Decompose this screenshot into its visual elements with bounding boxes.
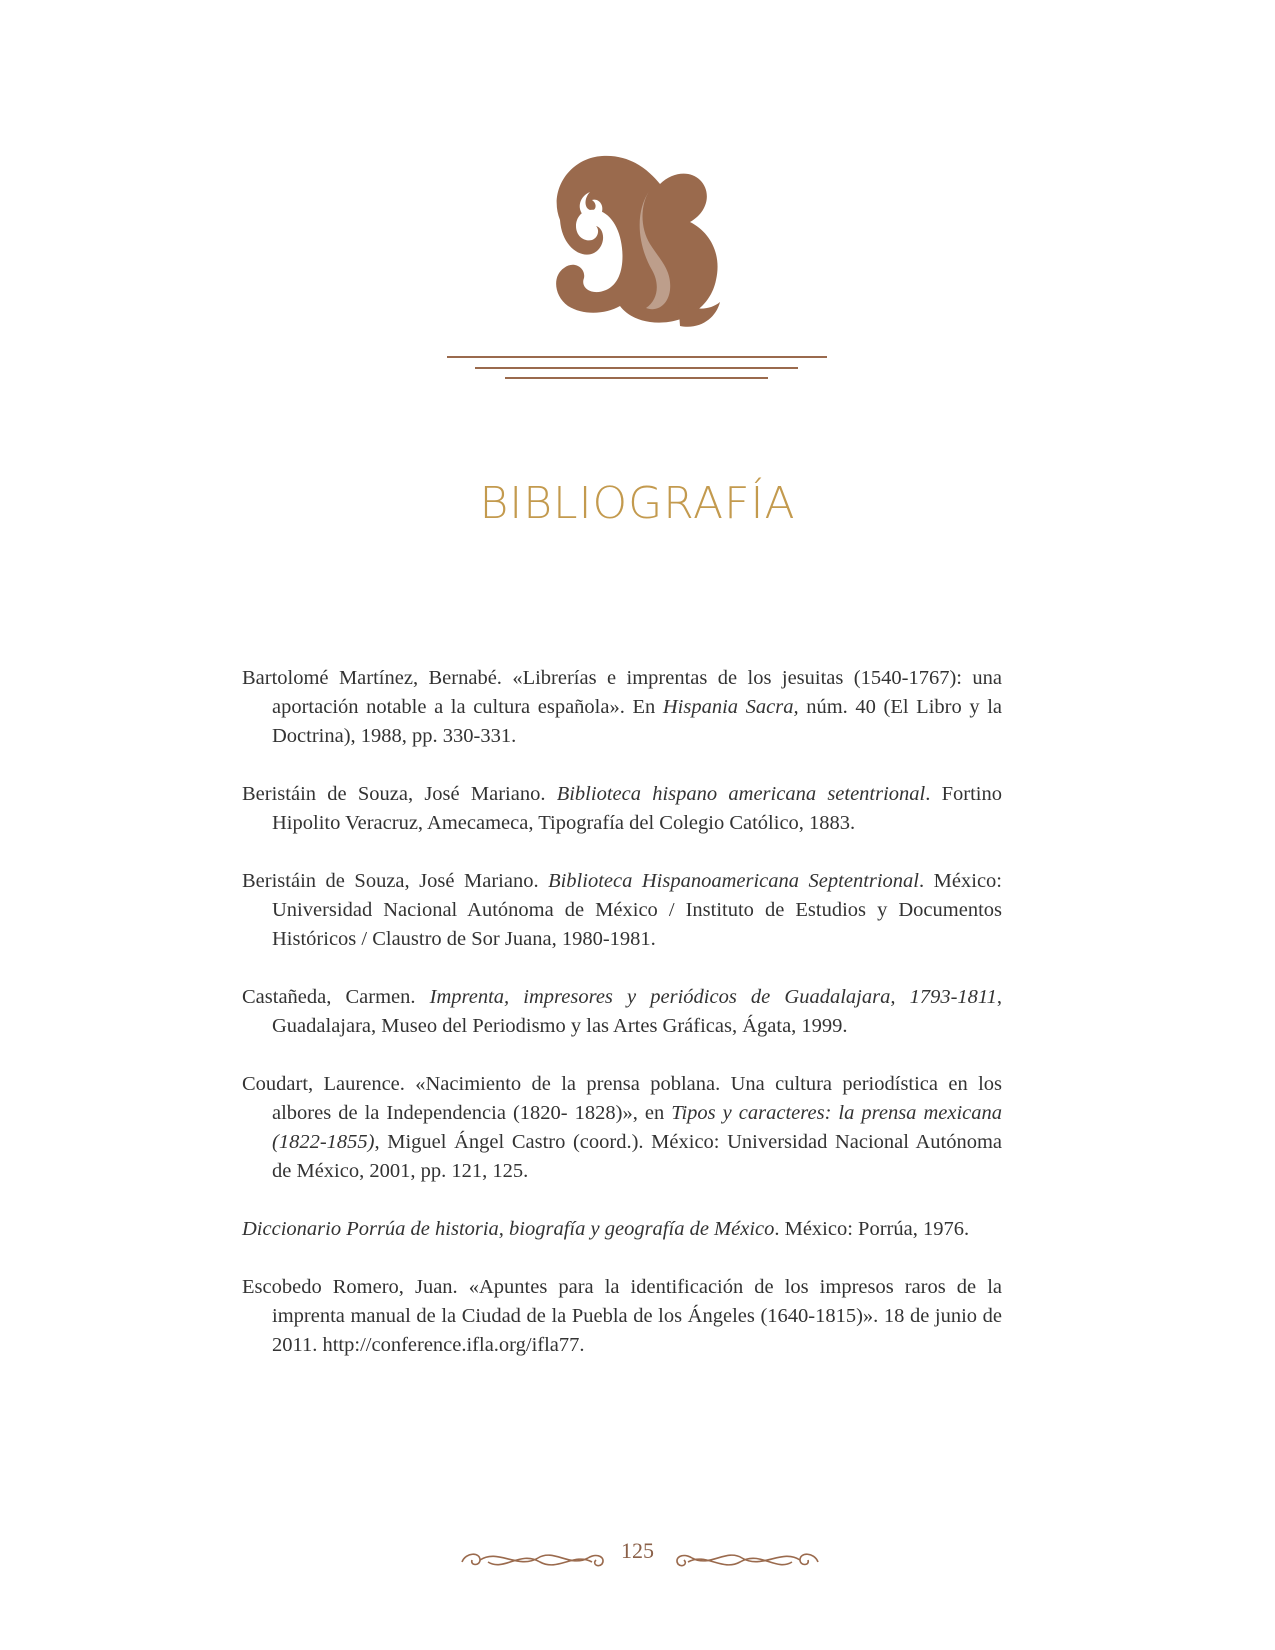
entry-title-italic: Hispania Sacra, (662, 696, 799, 718)
bibliography-entry (242, 1215, 1002, 1244)
entry-text: , Miguel Ángel Castro (coord.). México: Universidad Nacional Autónoma de México, 2001, pp. 121, 125. (272, 1131, 1002, 1182)
right-flourish-icon (672, 1544, 822, 1574)
entry-text: Beristáin de Souza, José Mariano. (242, 870, 549, 892)
entry-text: núm. 40 (El Libro y la Doctrina), 1988, pp. 330-331. (272, 696, 1002, 747)
entry-title-italic: Diccionario Porrúa de historia, biografía y geografía de México (242, 1218, 775, 1240)
bibliography-entry (242, 983, 1002, 1041)
entry-text: Castañeda, Carmen. (242, 986, 430, 1008)
bibliography-entry (242, 1070, 1002, 1186)
entry-text: . México: Porrúa, 1976. (774, 1218, 970, 1240)
ornamental-initial-b-icon (540, 150, 730, 350)
entry-text: Bartolomé Martínez, Bernabé. «Librerías e imprentas de los jesuitas (1540-1767): una aportación notable a la cultura española». En (242, 667, 1002, 718)
ornament-rule-top (447, 356, 827, 358)
entry-text: Escobedo Romero, Juan. «Apuntes para la identificación de los impresos raros de la imprenta manual de la Ciudad de la Puebla de los Ángeles (1640-1815)». 18 de junio de 2011. http://conference.ifla.org/ifla77. (242, 1276, 1002, 1356)
entry-title-italic: Tipos y caracteres: la prensa mexicana (1822-1855) (272, 1102, 1002, 1153)
page-number: 125 (621, 1538, 654, 1563)
entry-text: . México: Universidad Nacional Autónoma de México / Instituto de Estudios y Documentos Históricos / Claustro de Sor Juana, 1980-1981. (272, 870, 1002, 950)
bibliography-entry (242, 1273, 1002, 1360)
bibliography-entry (242, 664, 1002, 751)
bibliography-entry (242, 780, 1002, 838)
entry-title-italic: Biblioteca Hispanoamericana Septentrional (548, 870, 920, 892)
ornament-rule-middle (475, 367, 798, 369)
bibliography-list (242, 664, 1002, 1389)
bibliography-entry (242, 867, 1002, 954)
ornament-rule-bottom (505, 377, 768, 379)
page-title: BIBLIOGRAFÍA (479, 478, 796, 529)
entry-title-italic: Imprenta, impresores y periódicos de Guadalajara, 1793-1811 (429, 986, 997, 1008)
entry-title-italic: Biblioteca hispano americana setentrional (556, 783, 926, 805)
entry-text: Beristáin de Souza, José Mariano. (242, 783, 557, 805)
entry-text: , Guadalajara, Museo del Periodismo y las Artes Gráficas, Ágata, 1999. (272, 986, 1003, 1037)
entry-text: . Fortino Hipolito Veracruz, Amecameca, Tipografía del Colegio Católico, 1883. (272, 783, 1003, 834)
entry-text: Coudart, Laurence. «Nacimiento de la prensa poblana. Una cultura periodística en los albores de la Independencia (1820- 1828)», en (242, 1073, 1002, 1124)
